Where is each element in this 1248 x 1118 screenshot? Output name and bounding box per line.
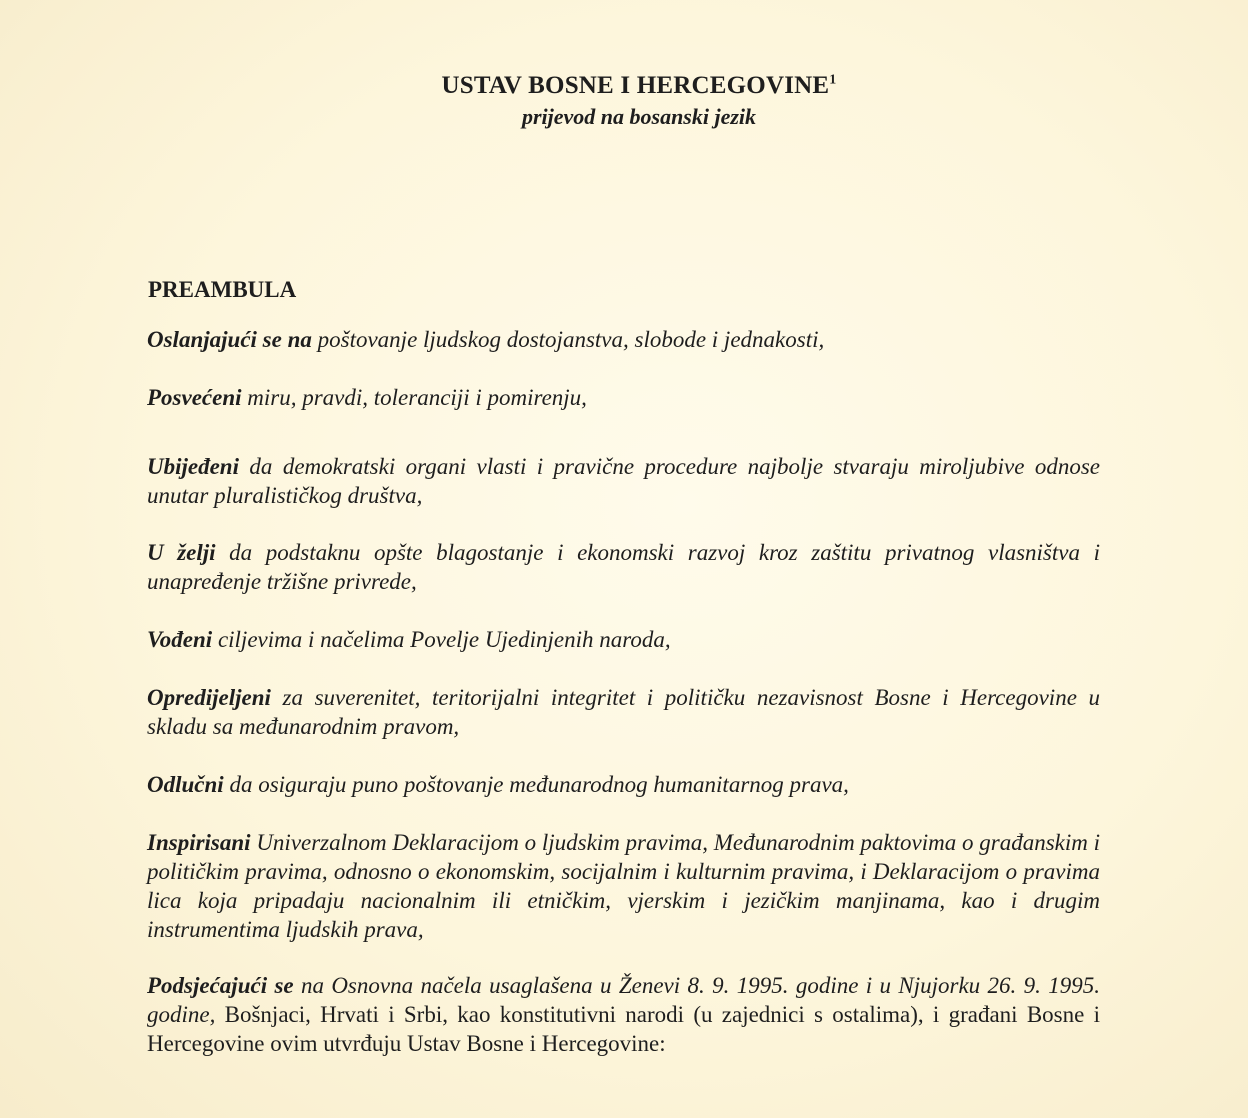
paragraph-lead: Ubijeđeni: [147, 454, 239, 479]
paragraph-text: Univerzalnom Deklaracijom o ljudskim pravima, Međunarodnim paktovima o građanskim i političkim pravima, odnosno o ekonomskim, socijalnim i kulturnim pravima, i Deklaracijom o pravima lica koja pripadaju nacionalnim ili etničkim, vjerskim i jezičkim manjinama, kao i drugim instrumentima ljudskih prava,: [147, 830, 1100, 942]
paragraph-text: za suverenitet, teritorijalni integritet i političku nezavisnost Bosne i Hercegovine u skladu sa međunarodnim pravom,: [147, 685, 1100, 739]
document-subtitle: prijevod na bosanski jezik: [521, 104, 757, 129]
paragraph-lead: Oslanjajući se na: [147, 327, 312, 352]
document-title-text: USTAV BOSNE I HERCEGOVINE: [441, 72, 830, 99]
paragraph-lead: Inspirisani: [147, 830, 251, 855]
paragraph-text: na Osnovna načela usaglašena u Ženevi 8. 9. 1995. godine i u Njujorku 26. 9. 1995. godine,: [147, 973, 1100, 1027]
paragraph-text-plain: Bošnjaci, Hrvati i Srbi, kao konstitutivni narodi (u zajednici s ostalima), i građani Bosne i Hercegovine ovim utvrđuju Ustav Bosne i Hercegovine:: [147, 1002, 1100, 1056]
paragraph-text: ciljevima i načelima Povelje Ujedinjenih naroda,: [212, 627, 671, 652]
paragraph-lead: Posvećeni: [147, 385, 242, 410]
paragraph-text: poštovanje ljudskog dostojanstva, slobode i jednakosti,: [311, 327, 825, 352]
paragraph-lead: U želji: [147, 540, 216, 565]
preamble-paragraph: [147, 683, 1100, 741]
paragraph-text: da osiguraju puno poštovanje međunarodnog humanitarnog prava,: [223, 772, 849, 797]
section-heading-preambula: PREAMBULA: [148, 277, 297, 302]
preamble-paragraph: [147, 383, 1100, 412]
footnote-marker[interactable]: 1: [829, 72, 837, 88]
paragraph-lead: Podsjećajući se: [147, 973, 294, 998]
preamble-paragraph: [147, 971, 1100, 1058]
preamble-paragraph: [147, 770, 1100, 799]
paragraph-text: da demokratski organi vlasti i pravične procedure najbolje stvaraju miroljubive odnose unutar pluralističkog društva,: [147, 454, 1100, 508]
paragraph-lead: Odlučni: [147, 772, 224, 797]
preamble-paragraph: [147, 828, 1100, 944]
preamble-paragraph: [147, 325, 1100, 354]
document-title: [30, 70, 1248, 102]
preamble-paragraph: [147, 452, 1100, 510]
paragraph-lead: Opredijeljeni: [147, 685, 271, 710]
paragraph-text: miru, pravdi, toleranciji i pomirenju,: [241, 385, 587, 410]
title-block: [0, 70, 1248, 132]
preamble-paragraph: [147, 538, 1100, 596]
paragraph-lead: Vođeni: [147, 627, 213, 652]
preamble-paragraph: [147, 625, 1100, 654]
paragraph-text: da podstaknu opšte blagostanje i ekonomski razvoj kroz zaštitu privatnog vlasništva i unapređenje tržišne privrede,: [147, 540, 1100, 594]
